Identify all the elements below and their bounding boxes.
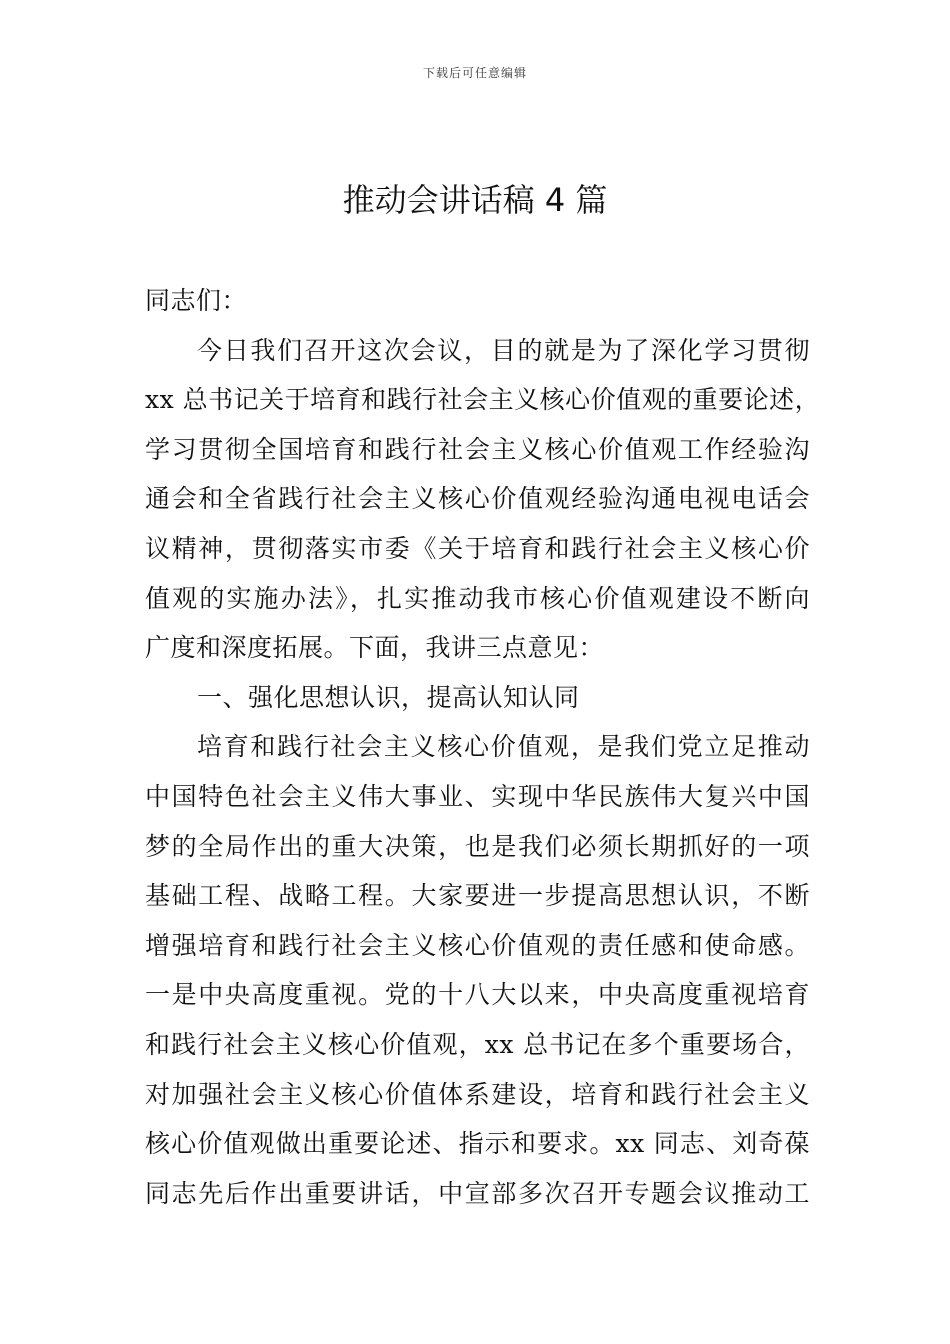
body-line: 通会和全省践行社会主义核心价值观经验沟通电视电话会 — [145, 484, 810, 514]
header-note: 下载后可任意编辑 — [422, 66, 527, 80]
body-line: 增强培育和践行社会主义核心价值观的责任感和使命感。 — [145, 930, 810, 960]
body-line: xx 总书记关于培育和践行社会主义核心价值观的重要论述， — [145, 385, 821, 415]
body-line: 培育和践行社会主义核心价值观，是我们党立足推动 — [197, 732, 810, 762]
body-line: 议精神，贯彻落实市委《关于培育和践行社会主义核心价 — [145, 533, 810, 563]
document-title: 推动会讲话稿 4 篇 — [342, 181, 608, 219]
body-line: 一是中央高度重视。党的十八大以来，中央高度重视培育 — [145, 980, 810, 1010]
body-line: 学习贯彻全国培育和践行社会主义核心价值观工作经验沟 — [145, 434, 810, 464]
body-line: 中国特色社会主义伟大事业、实现中华民族伟大复兴中国 — [145, 781, 810, 811]
body-line: 今日我们召开这次会议，目的就是为了深化学习贯彻 — [197, 335, 810, 365]
document-body — [145, 276, 821, 1218]
body-line: 核心价值观做出重要论述、指示和要求。xx 同志、刘奇葆 — [145, 1129, 810, 1159]
body-line: 值观的实施办法》，扎实推动我市核心价值观建设不断向 — [145, 583, 810, 613]
body-line: 和践行社会主义核心价值观，xx 总书记在多个重要场合， — [145, 1029, 810, 1059]
body-line: 基础工程、战略工程。大家要进一步提高思想认识，不断 — [145, 881, 810, 911]
body-line: 广度和深度拓展。下面，我讲三点意见： — [145, 633, 605, 663]
body-line: 同志们： — [145, 286, 248, 315]
body-line: 同志先后作出重要讲话，中宣部多次召开专题会议推动工 — [145, 1178, 810, 1208]
body-line: 对加强社会主义核心价值体系建设，培育和践行社会主义 — [145, 1079, 810, 1109]
body-line: 一、强化思想认识，提高认知认同 — [197, 682, 580, 712]
body-line: 梦的全局作出的重大决策，也是我们必须长期抓好的一项 — [145, 831, 810, 861]
